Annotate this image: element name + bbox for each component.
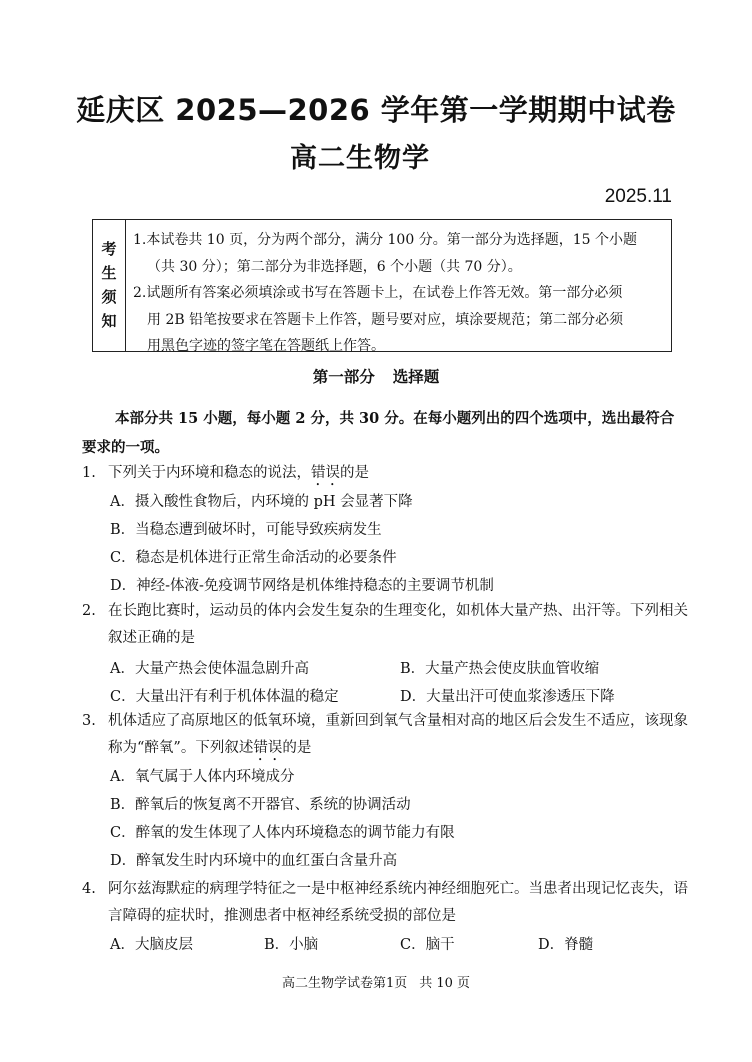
section-heading (0, 365, 752, 387)
option-4b: B．小脑 (264, 937, 319, 953)
question-stem (82, 598, 702, 652)
option-1b: B．当稳态遭到破坏时，可能导致疾病发生 (110, 522, 382, 538)
option-1c: C．稳态是机体进行正常生命活动的必要条件 (110, 550, 397, 566)
notice-line: 1.本试卷共 10 页，分为两个部分，满分 100 分。第一部分为选择题，15 个小题 (133, 232, 637, 248)
question-stem (82, 460, 702, 489)
question-2 (82, 598, 702, 652)
emphasis-text: 错误 (311, 465, 340, 481)
question-stem (82, 708, 702, 764)
question-text (108, 460, 369, 489)
page-footer (0, 972, 752, 991)
question-text: 阿尔兹海默症的病理学特征之一是中枢神经系统内神经细胞死亡。当患者出现记忆丧失，语言障碍的症状时，推测患者中枢神经系统受损的部位是 (108, 881, 688, 924)
notice-line: 用黑色字迹的签字笔在答题纸上作答。 (147, 338, 385, 354)
option-2a: A．大量产热会使体温急剧升高 (110, 661, 309, 677)
stem-text: 的是 (340, 465, 369, 481)
notice-label-char: 考 (101, 240, 117, 258)
option-1a: A．摄入酸性食物后，内环境的 pH 会显著下降 (110, 494, 413, 510)
option-2b: B．大量产热会使皮肤血管收缩 (400, 661, 600, 677)
emphasis-text: 错误 (253, 740, 283, 756)
notice-line: 用 2B 铅笔按要求在答题卡上作答，题号要对应，填涂要规范；第二部分必须 (147, 311, 624, 328)
option-3b: B．醉氧后的恢复离不开器官、系统的协调活动 (110, 797, 411, 813)
question-3 (82, 708, 702, 764)
question-number: 3. (82, 713, 96, 729)
notice-label (93, 220, 126, 351)
section-name: 选择题 (392, 367, 440, 386)
section-instruction: 本部分共 15 小题，每小题 2 分，共 30 分。在每小题列出的四个选项中，选出最符合要求的一项。 (82, 410, 675, 456)
exam-date: 2025.11 (604, 186, 672, 207)
exam-subject: 高二生物学 (290, 143, 430, 174)
question-stem (82, 876, 702, 930)
question-number: 1. (82, 465, 96, 481)
notice-line: （共 30 分）；第二部分为非选择题，6 个小题（共 70 分）。 (147, 258, 522, 275)
section-part: 第一部分 (312, 367, 375, 386)
notice-label-char: 生 (101, 264, 117, 282)
notice-label-char: 知 (101, 312, 117, 330)
question-4 (82, 876, 702, 930)
notice-line: 2.试题所有答案必须填涂或书写在答题卡上，在试卷上作答无效。第一部分必须 (133, 285, 623, 301)
question-number: 2. (82, 603, 96, 619)
option-3a: A．氧气属于人体内环境成分 (110, 769, 295, 785)
notice-body (126, 220, 671, 354)
option-3c: C．醉氧的发生体现了人体内环境稳态的调节能力有限 (110, 825, 455, 841)
stem-text: 机体适应了高原地区的低氧环境，重新回到氧气含量相对高的地区后会发生不适应，该现象称为“醉氧”。下列叙述 (108, 713, 688, 756)
candidate-notice-box (92, 219, 672, 352)
option-4c: C．脑干 (400, 937, 455, 953)
option-4d: D．脊髓 (538, 937, 594, 953)
stem-text: 的是 (282, 740, 312, 756)
exam-title: 延庆区 2025—2026 学年第一学期期中试卷 (76, 93, 676, 127)
option-1d: D．神经-体液-免疫调节网络是机体维持稳态的主要调节机制 (110, 578, 494, 594)
question-text: 在长跑比赛时，运动员的体内会发生复杂的生理变化，如机体大量产热、出汗等。下列相关叙述正确的是 (108, 603, 688, 646)
question-number: 4. (82, 881, 96, 897)
option-2d: D．大量出汗可使血浆渗透压下降 (400, 689, 615, 705)
stem-text: 下列关于内环境和稳态的说法， (108, 465, 311, 481)
option-2c: C．大量出汗有利于机体体温的稳定 (110, 689, 339, 705)
footer-total-pages: 共 10 页 (419, 976, 471, 991)
question-1 (82, 460, 702, 489)
footer-page-info: 高二生物学试卷第1页 (281, 976, 408, 991)
option-3d: D．醉氧发生时内环境中的血红蛋白含量升高 (110, 853, 398, 869)
option-4a: A．大脑皮层 (110, 937, 193, 953)
question-text (108, 708, 702, 764)
notice-label-char: 须 (101, 288, 117, 306)
